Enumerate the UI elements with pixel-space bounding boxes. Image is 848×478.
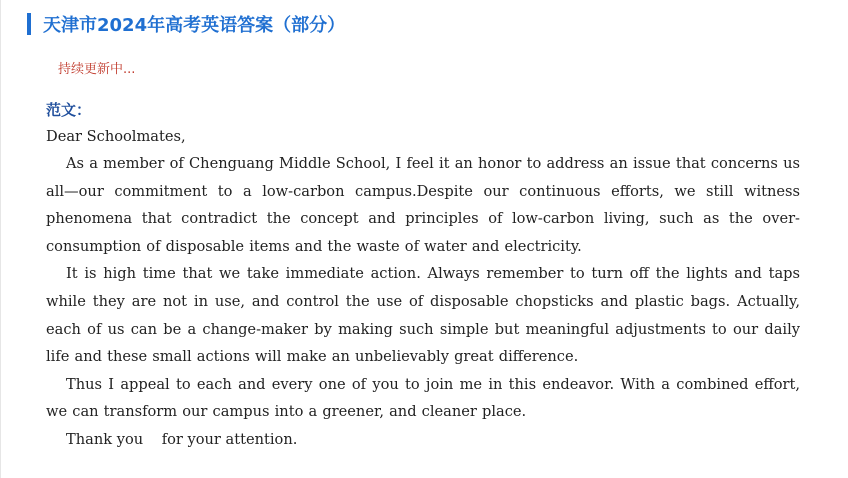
sample-essay bbox=[46, 97, 800, 454]
essay-closing: Thank you for your attention. bbox=[66, 430, 298, 448]
essay-salutation: Dear Schoolmates, bbox=[46, 128, 186, 145]
title-accent-bar bbox=[27, 13, 31, 35]
essay-paragraph-3: Thus I appeal to each and every one of you to join me in this endeavor. With a combined effort, we can transform our campus into a greener, and cleaner place. bbox=[46, 375, 800, 421]
page-title: 天津市2024年高考英语答案（部分） bbox=[43, 15, 346, 36]
essay-paragraph-1: As a member of Chenguang Middle School, I feel it an honor to address an issue that concerns us all—our commitment to a low-carbon campus.Despite our continuous efforts, we still witness phenomena that contradict the concept and principles of low-carbon living, such as the over- consumption of disposable items and the waste of water and electricity. bbox=[46, 155, 800, 255]
update-status-note: 持续更新中... bbox=[58, 62, 136, 77]
essay-paragraph-2: It is high time that we take immediate action. Always remember to turn off the lights and taps while they are not in use, and control the use of disposable chopsticks and plastic bags. Actually, each of us can be a change-maker by making such simple but meaningful adjustments to our daily life and these small actions will make an unbelievably great difference. bbox=[46, 265, 800, 366]
article-title-bar bbox=[27, 13, 345, 35]
page-left-border bbox=[0, 0, 1, 478]
essay-heading: 范文： bbox=[46, 101, 92, 119]
